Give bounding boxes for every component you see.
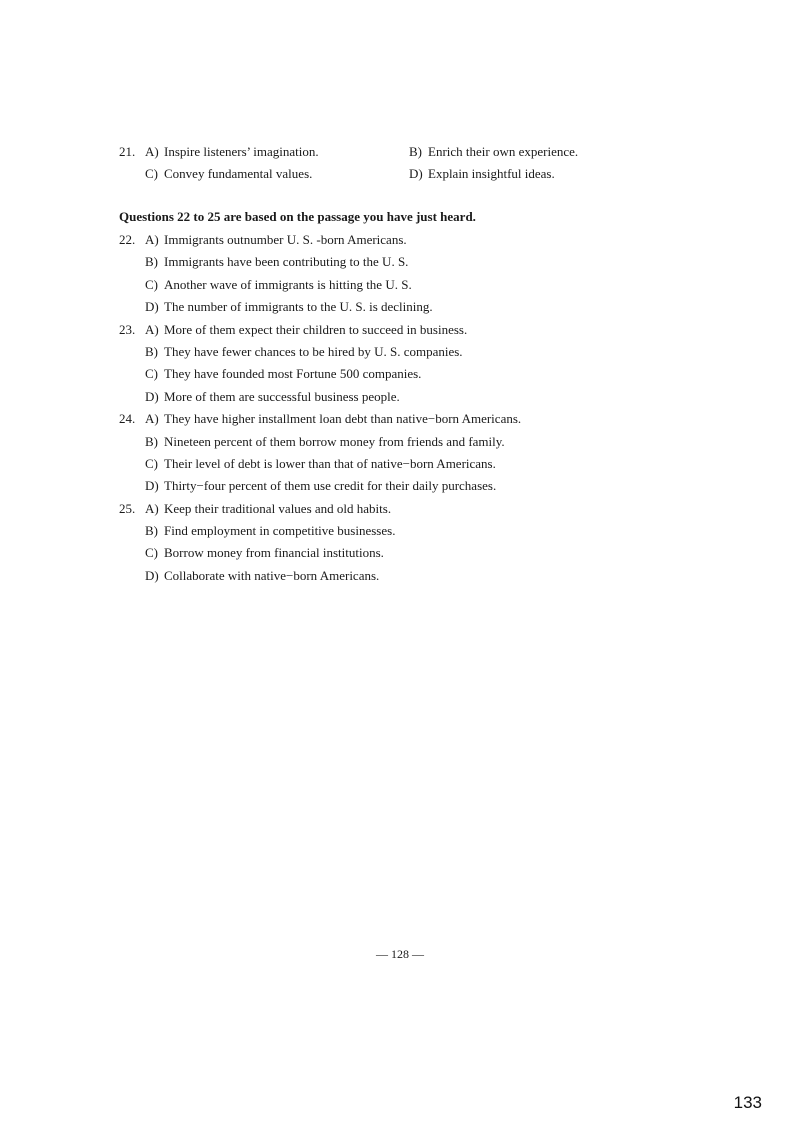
option-c: [145, 274, 412, 296]
question-22-option-a: [119, 229, 679, 251]
option-text: Borrow money from financial institutions.: [164, 545, 384, 561]
option-letter: B): [145, 254, 158, 270]
option-text: They have founded most Fortune 500 companies.: [164, 366, 422, 382]
option-d: [145, 475, 496, 497]
option-text: Thirty−four percent of them use credit for their daily purchases.: [164, 478, 497, 494]
option-letter: A): [145, 500, 159, 516]
option-letter: A): [145, 232, 159, 247]
question-21-row-2: [119, 163, 679, 185]
option-letter: B): [145, 343, 158, 359]
option-text: Their level of debt is lower than that of native−born Americans.: [164, 455, 496, 471]
questions-22-25: [119, 229, 679, 587]
option-d: [145, 386, 400, 408]
option-b: [409, 141, 578, 163]
question-21-row-1: [119, 141, 679, 163]
question-number: 22.: [119, 232, 136, 247]
option-letter: D): [145, 299, 159, 315]
question-23-option-d: [119, 386, 679, 408]
option-letter: C): [145, 166, 158, 181]
option-letter: B): [145, 523, 158, 539]
option-text: Nineteen percent of them borrow money from friends and family.: [164, 433, 505, 449]
option-text: Immigrants have been contributing to the U. S.: [164, 254, 409, 270]
question-25-option-a: [119, 498, 679, 520]
option-b: [145, 341, 463, 363]
question-23-option-a: [119, 319, 679, 341]
option-letter: D): [145, 478, 159, 494]
option-text: More of them are successful business people.: [164, 388, 400, 404]
option-b: [145, 520, 395, 542]
question-number: 24.: [119, 411, 136, 427]
question-23-option-c: [119, 363, 679, 385]
section-heading: Questions 22 to 25 are based on the passage you have just heard.: [119, 209, 476, 224]
option-letter: C): [145, 455, 158, 471]
option-a: [145, 141, 319, 163]
question-23-option-b: [119, 341, 679, 363]
question-24-option-d: [119, 475, 679, 497]
option-text: Explain insightful ideas.: [428, 166, 555, 181]
option-text: They have fewer chances to be hired by U. S. companies.: [164, 343, 463, 359]
option-text: More of them expect their children to succeed in business.: [164, 321, 468, 337]
option-d: [145, 565, 379, 587]
question-25-option-c: [119, 542, 679, 564]
option-text: Collaborate with native−born Americans.: [164, 567, 380, 583]
option-text: Find employment in competitive businesses.: [164, 523, 396, 539]
option-text: Keep their traditional values and old habits.: [164, 500, 392, 516]
option-letter: C): [145, 366, 158, 382]
option-letter: A): [145, 321, 159, 337]
question-24-option-c: [119, 453, 679, 475]
option-text: Inspire listeners’ imagination.: [164, 144, 319, 159]
option-text: Convey fundamental values.: [164, 166, 313, 181]
option-letter: C): [145, 545, 158, 561]
option-letter: A): [145, 411, 159, 427]
option-letter: D): [145, 388, 159, 404]
question-24-option-b: [119, 431, 679, 453]
option-letter: A): [145, 144, 159, 159]
option-d: [145, 296, 433, 318]
option-letter: B): [409, 144, 422, 159]
option-letter: C): [145, 276, 158, 292]
printed-page-number: — 128 —: [376, 947, 424, 961]
option-text: Immigrants outnumber U. S. -born Americans.: [164, 232, 407, 247]
question-24-option-a: [119, 408, 679, 430]
question-number: 21.: [119, 144, 136, 159]
question-number: 25.: [119, 500, 136, 516]
option-text: Enrich their own experience.: [428, 144, 579, 159]
option-b: [145, 251, 408, 273]
question-22-option-b: [119, 251, 679, 273]
option-d: [409, 163, 555, 185]
option-letter: B): [145, 433, 158, 449]
option-text: The number of immigrants to the U. S. is declining.: [164, 299, 433, 315]
option-letter: D): [145, 567, 159, 583]
question-22-option-d: [119, 296, 679, 318]
option-a: [145, 229, 407, 251]
option-c: [145, 542, 384, 564]
question-number: 23.: [119, 321, 136, 337]
scan-page-number: 133: [733, 1093, 762, 1112]
option-a: [145, 408, 521, 430]
option-letter: D): [409, 166, 423, 181]
option-a: [145, 498, 391, 520]
option-c: [145, 363, 421, 385]
option-c: [145, 453, 496, 475]
option-a: [145, 319, 467, 341]
question-25-option-d: [119, 565, 679, 587]
option-b: [145, 431, 505, 453]
option-c: [145, 163, 312, 185]
question-21: [119, 141, 679, 185]
option-text: They have higher installment loan debt than native−born Americans.: [164, 411, 522, 427]
option-text: Another wave of immigrants is hitting the U. S.: [164, 276, 412, 292]
question-22-option-c: [119, 274, 679, 296]
question-25-option-b: [119, 520, 679, 542]
